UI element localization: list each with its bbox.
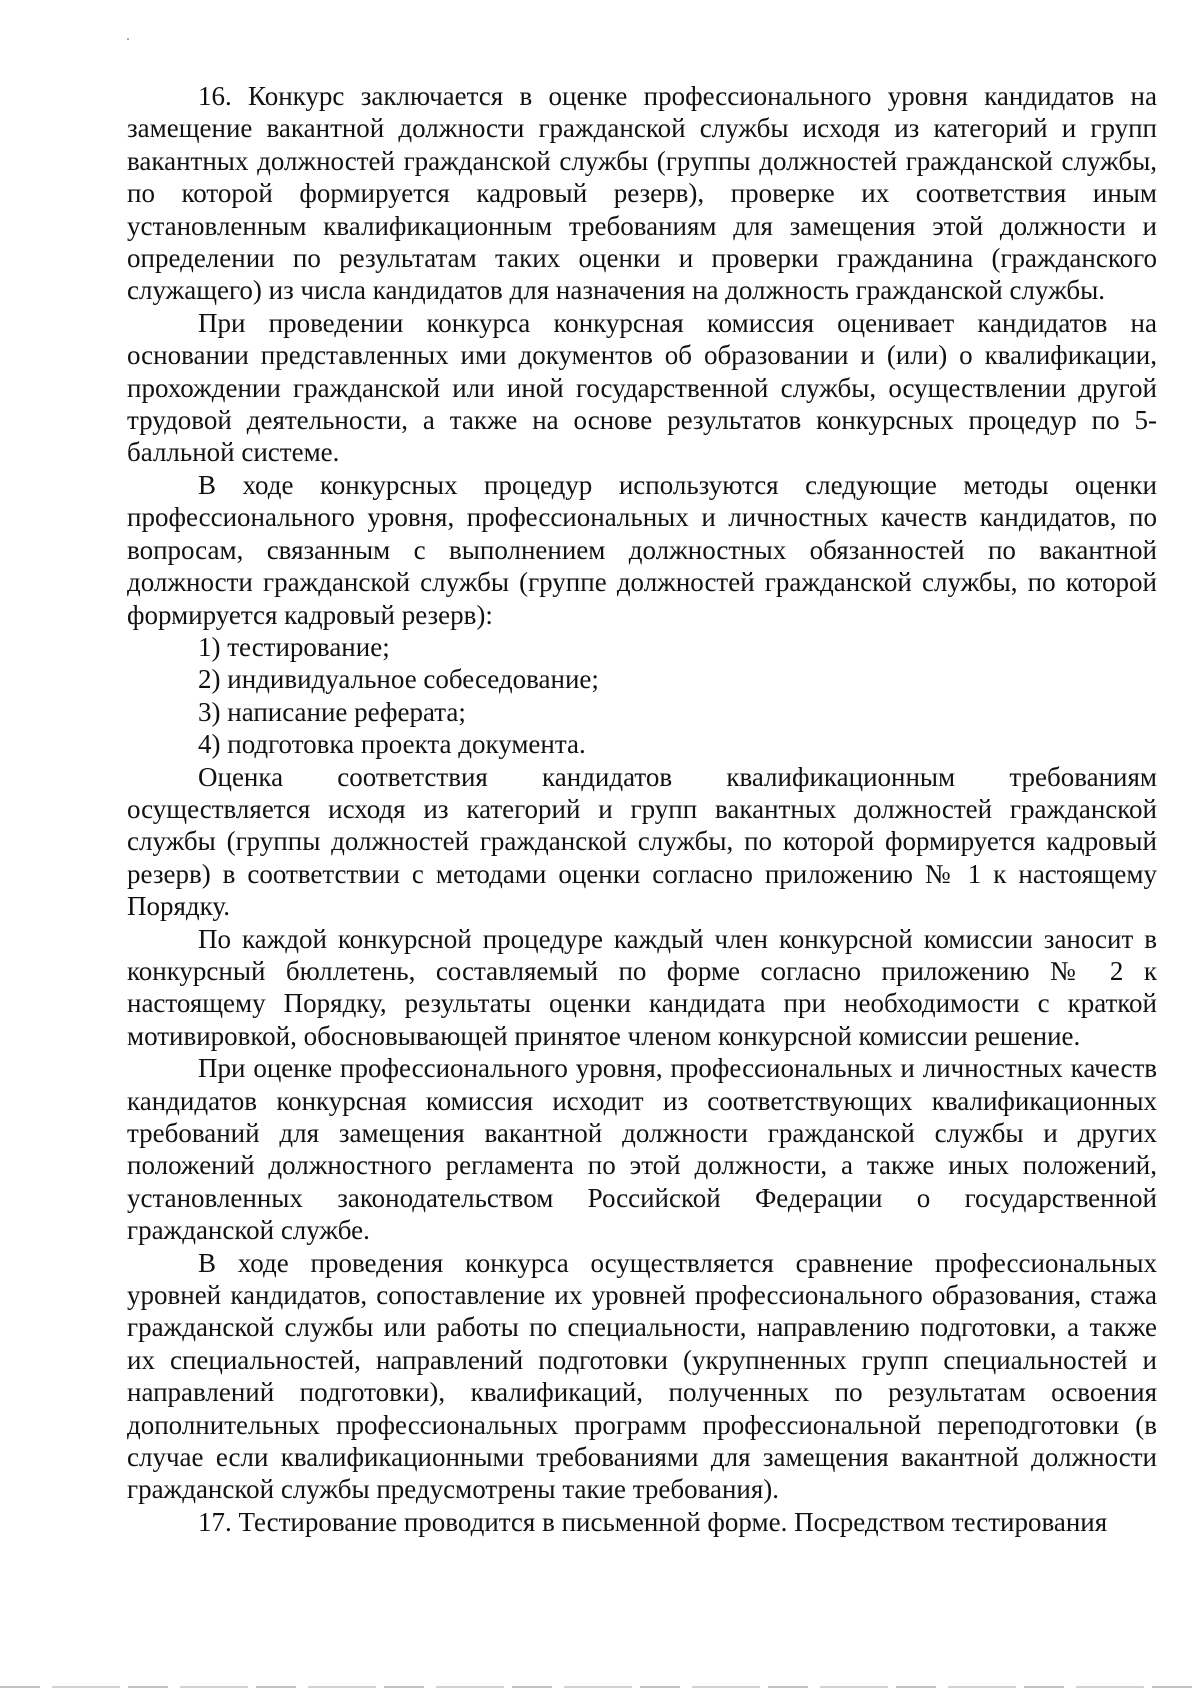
paragraph-qualification-assessment: Оценка соответствия кандидатов квалификационным требованиям осуществляется исходя из категорий и групп вакантных должностей гражданской службы (группы должностей гражданской службы, по которой формируется кадровый резерв) в соответствии с методами оценки согласно приложению № 1 к настоящему Порядку. <box>127 761 1157 922</box>
paragraph-methods-intro: В ходе конкурсных процедур используются следующие методы оценки профессионального уровня, профессиональных и личностных качеств кандидатов, по вопросам, связанным с выполнением должностных обязанностей по вакантной должности гражданской службы (группе должностей гражданской службы, по которой формируется кадровый резерв): <box>127 469 1157 630</box>
paragraph-evaluation-basis: При проведении конкурса конкурсная комиссия оценивает кандидатов на основании представленных ими документов об образовании и (или) о квалификации, прохождении гражданской или иной государственной службы, осуществлении другой трудовой деятельности, а также на основе результатов конкурсных процедур по 5-балльной системе. <box>127 307 1157 468</box>
paragraph-comparison: В ходе проведения конкурса осуществляется сравнение профессиональных уровней кандидатов, сопоставление их уровней профессионального образования, стажа гражданской службы или работы по специальности, направлению подготовки, а также их специальностей, направлений подготовки (укрупненных групп специальностей и направлений подготовки), квалификаций, полученных по результатам освоения дополнительных профессиональных программ профессиональной переподготовки (в случае если квалификационными требованиями для замещения вакантной должности гражданской службы предусмотрены такие требования). <box>127 1247 1157 1505</box>
list-item-testing: 1) тестирование; <box>198 631 390 662</box>
list-item-essay: 3) написание реферата; <box>198 696 466 727</box>
paragraph-commission-basis: При оценке профессионального уровня, профессиональных и личностных качеств кандидатов конкурсная комиссия исходит из соответствующих квалификационных требований для замещения вакантной должности гражданской службы и других положений должностного регламента по этой должности, а также иных положений, установленных законодательством Российской Федерации о государственной гражданской службе. <box>127 1053 1157 1246</box>
list-item-interview: 2) индивидуальное собеседование; <box>198 664 599 695</box>
scan-speck <box>127 38 129 40</box>
paragraph-17: 17. Тестирование проводится в письменной форме. Посредством тестирования <box>198 1506 1108 1537</box>
scan-edge-line <box>0 1686 1200 1688</box>
list-item-draft-document: 4) подготовка проекта документа. <box>198 729 586 760</box>
paragraph-16: 16. Конкурс заключается в оценке профессионального уровня кандидатов на замещение вакантной должности гражданской службы исходя из категорий и групп вакантных должностей гражданской службы (группы должностей гражданской службы, по которой формируется кадровый резерв), проверке их соответствия иным установленным квалификационным требованиям для замещения этой должности и определении по результатам таких оценки и проверки гражданина (гражданского служащего) из числа кандидатов для назначения на должность гражданской службы. <box>127 81 1157 306</box>
paragraph-ballot: По каждой конкурсной процедуре каждый член конкурсной комиссии заносит в конкурсный бюллетень, составляемый по форме согласно приложению № 2 к настоящему Порядку, результаты оценки кандидата при необходимости с краткой мотивировкой, обосновывающей принятое членом конкурсной комиссии решение. <box>127 923 1157 1051</box>
document-body <box>127 80 1157 1538</box>
